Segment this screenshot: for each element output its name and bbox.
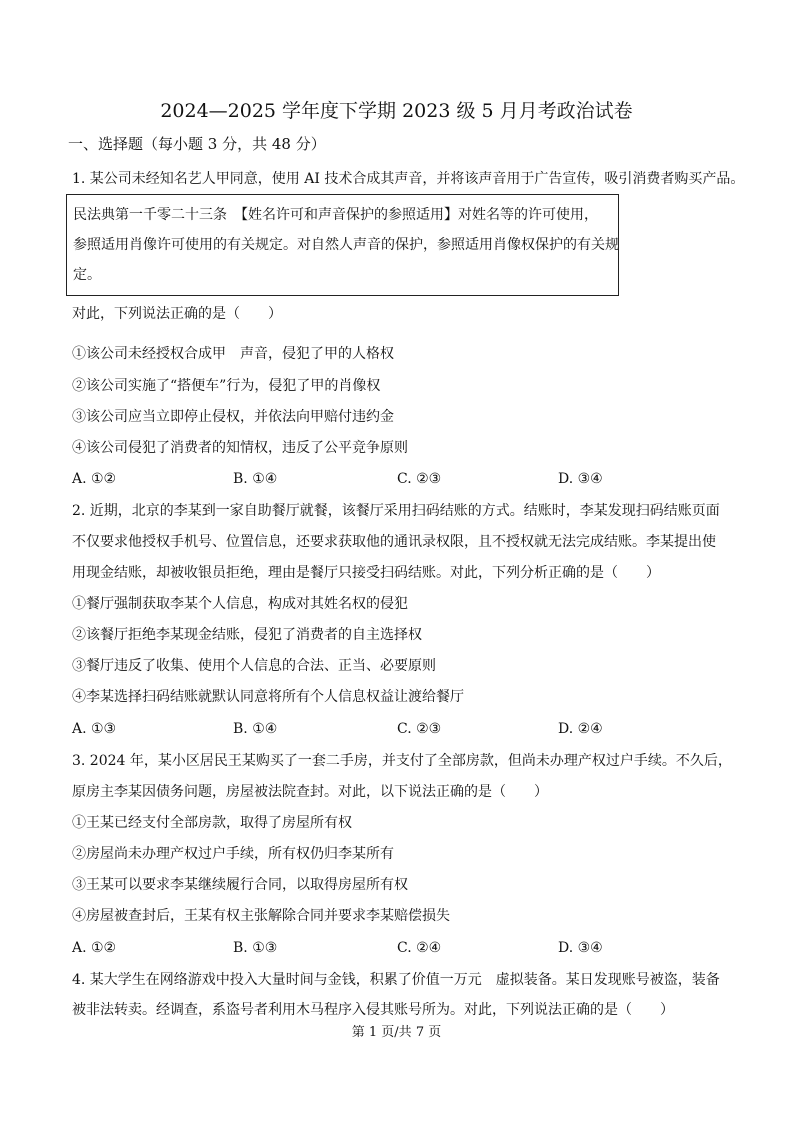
q3-stem: 3. 2024 年，某小区居民王某购买了一套二手房，并支付了全部房款，但尚未办理产权过户手续。不久后， — [72, 753, 732, 769]
q2-stem: 不仅要求他授权手机号、位置信息，还要求获取他的通讯录权限，且不授权就无法完成结账。李某提出使 — [72, 534, 716, 550]
q2-stem: 用现金结账，却被收银员拒绝，理由是餐厅只接受扫码结账。对此，下列分析正确的是（ ） — [72, 565, 660, 581]
q3-item: ②房屋尚未办理产权过户手续，所有权仍归李某所有 — [72, 846, 394, 862]
q2-item: ①餐厅强制获取李某个人信息，构成对其姓名权的侵犯 — [72, 596, 408, 612]
q2-item: ②该餐厅拒绝李某现金结账，侵犯了消费者的自主选择权 — [72, 627, 422, 643]
option-c: C. ②③ — [397, 721, 442, 737]
section-heading: 一、选择题（每小题 3 分，共 48 分） — [68, 135, 326, 153]
q1-item: ①该公司未经授权合成甲 声音，侵犯了甲的人格权 — [72, 346, 394, 362]
q3-item: ①王某已经支付全部房款，取得了房屋所有权 — [72, 815, 352, 831]
q3-options — [72, 938, 632, 958]
q3-stem: 原房主李某因债务问题，房屋被法院查封。对此，以下说法正确的是（ ） — [72, 784, 548, 800]
option-c: C. ②③ — [397, 471, 442, 487]
option-a: A. ①② — [72, 471, 117, 487]
law-excerpt-box — [66, 194, 619, 296]
q1-item: ④该公司侵犯了消费者的知情权，违反了公平竞争原则 — [72, 440, 408, 456]
option-d: D. ②④ — [558, 721, 603, 737]
option-b: B. ①④ — [233, 721, 278, 737]
option-d: D. ③④ — [558, 940, 603, 956]
option-b: B. ①④ — [233, 471, 278, 487]
q2-stem: 2. 近期，北京的李某到一家自助餐厅就餐，该餐厅采用扫码结账的方式。结账时，李某发现扫码结账页面 — [72, 503, 720, 519]
q2-item: ④李某选择扫码结账就默认同意将所有个人信息权益让渡给餐厅 — [72, 689, 464, 705]
option-d: D. ③④ — [558, 471, 603, 487]
option-a: A. ①③ — [72, 721, 117, 737]
q2-item: ③餐厅违反了收集、使用个人信息的合法、正当、必要原则 — [72, 658, 436, 674]
law-line: 民法典第一千零二十三条 【姓名许可和声音保护的参照适用】对姓名等的许可使用， — [73, 207, 598, 223]
page-footer: 第 1 页/共 7 页 — [351, 1025, 442, 1040]
q2-options — [72, 719, 632, 739]
q4-stem: 4. 某大学生在网络游戏中投入大量时间与金钱，积累了价值一万元 虚拟装备。某日发现账号被盗，装备 — [72, 972, 720, 988]
option-a: A. ①② — [72, 940, 117, 956]
law-line: 定。 — [73, 267, 101, 283]
page-title: 2024—2025 学年度下学期 2023 级 5 月月考政治试卷 — [160, 100, 633, 122]
q3-item: ④房屋被查封后，王某有权主张解除合同并要求李某赔偿损失 — [72, 908, 450, 924]
q1-question: 对此，下列说法正确的是（ ） — [72, 306, 282, 322]
option-c: C. ②④ — [397, 940, 442, 956]
law-line: 参照适用肖像许可使用的有关规定。对自然人声音的保护，参照适用肖像权保护的有关规 — [73, 237, 619, 253]
option-b: B. ①③ — [233, 940, 278, 956]
q1-item: ③该公司应当立即停止侵权，并依法向甲赔付违约金 — [72, 409, 394, 425]
q1-stem: 1. 某公司未经知名艺人甲同意，使用 AI 技术合成其声音，并将该声音用于广告宣传，吸引消费者购买产品。 — [72, 171, 745, 187]
q4-stem: 被非法转卖。经调查，系盗号者利用木马程序入侵其账号所为。对此，下列说法正确的是（ ） — [72, 1002, 674, 1018]
q1-item: ②该公司实施了“搭便车”行为，侵犯了甲的肖像权 — [72, 378, 381, 394]
q1-options — [72, 469, 632, 489]
q3-item: ③王某可以要求李某继续履行合同，以取得房屋所有权 — [72, 877, 408, 893]
